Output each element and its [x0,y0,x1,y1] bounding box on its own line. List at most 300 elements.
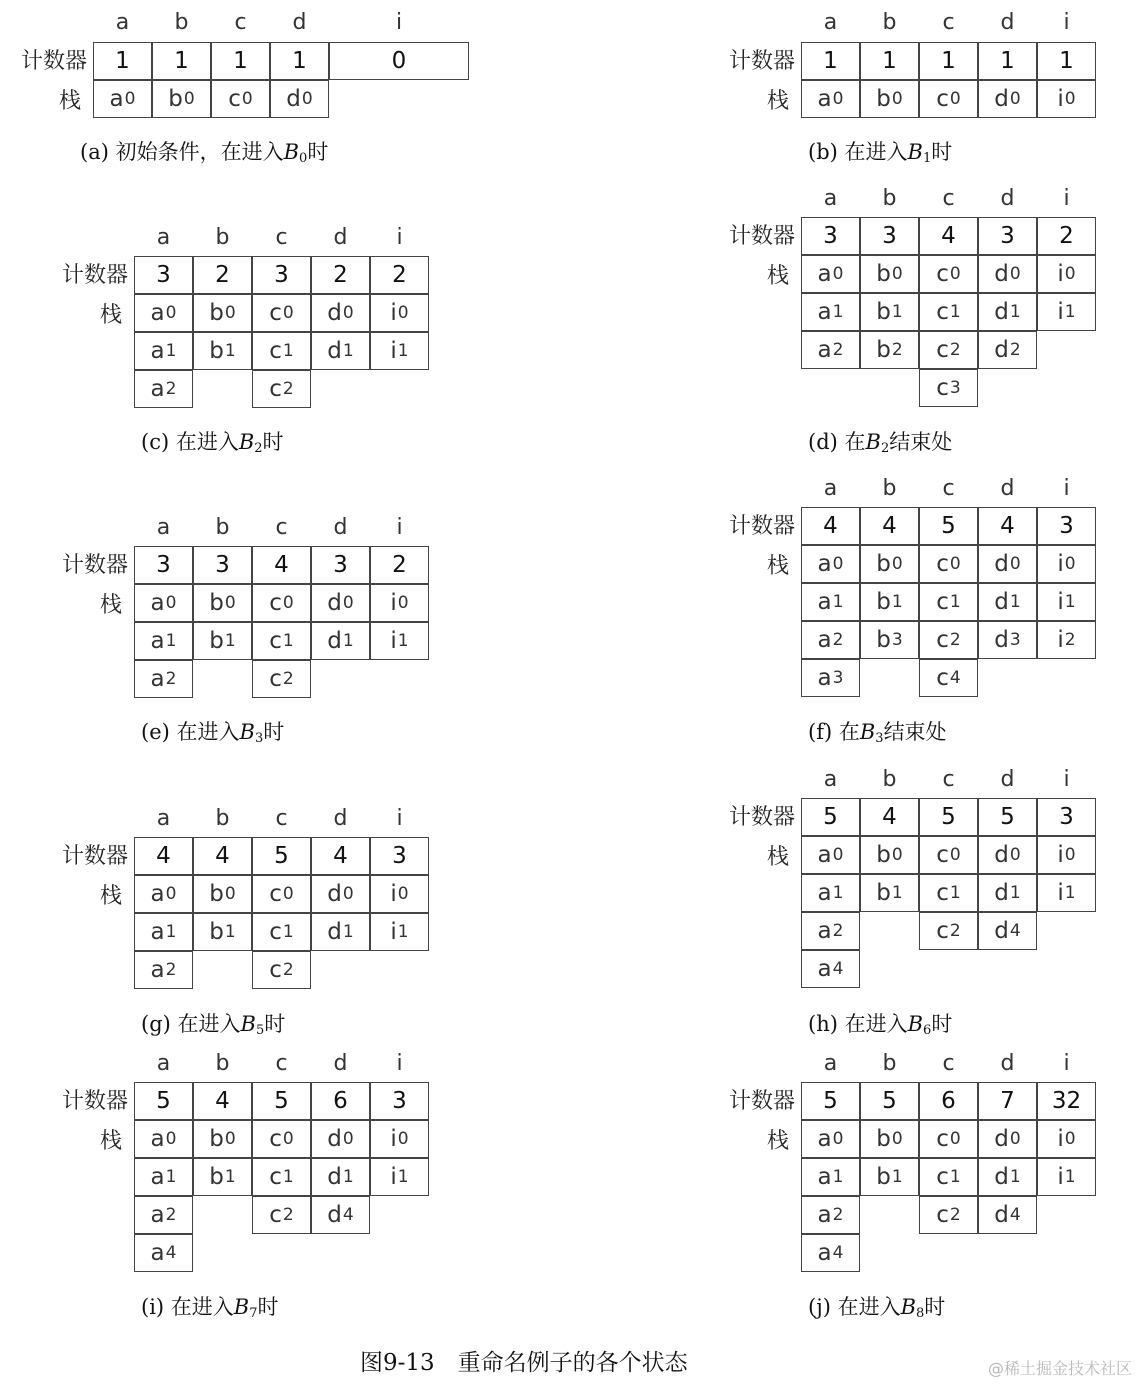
counter-cell-i: 1 [1037,42,1096,80]
caption-text-end: 时 [931,1012,953,1036]
counter-cell-a: 5 [801,798,860,836]
stack-var-name: c [269,957,283,983]
stack-cell-d0 [311,584,370,622]
stack-version-subscript: 0 [891,264,903,284]
column-header-d: d [1000,1051,1015,1076]
stack-cell-i1 [370,332,429,370]
stack-version-subscript: 1 [1064,883,1076,903]
stack-cell-a1 [134,1158,193,1196]
watermark: @稀土掘金技术社区 [987,1359,1132,1378]
stack-cell-c1 [252,332,311,370]
counter-cell-b: 2 [193,256,252,294]
stack-cell-c0 [252,875,311,913]
stack-version-subscript: 1 [342,922,354,942]
stack-version-subscript: 0 [1064,554,1076,574]
stack-var-name: d [994,918,1010,944]
caption-text: (c) 在进入 [141,430,239,454]
stack-cell-b0 [860,836,919,874]
stack-var-name: b [876,337,892,363]
stack-cell-a0 [801,545,860,583]
counter-cell-c: 4 [919,217,978,255]
column-header-c: c [942,767,955,792]
counter-cell-b: 5 [860,1082,919,1120]
stack-version-subscript: 4 [1009,1205,1021,1225]
counter-row-label: 计数器 [728,805,795,830]
stack-version-subscript: 1 [224,341,236,361]
stack-version-subscript: 0 [891,89,903,109]
stack-cell-d0 [978,80,1037,118]
stack-var-name: b [209,881,225,907]
counter-cell-a: 5 [801,1082,860,1120]
figure-caption: 图9-13 重命名例子的各个状态 [360,1350,688,1376]
stack-cell-a2 [134,951,193,989]
caption-text-end: 时 [262,430,284,454]
stack-cell-a0 [801,1120,860,1158]
stack-cell-c2 [252,660,311,698]
stack-version-subscript: 1 [224,631,236,651]
stack-row-label: 栈 [99,884,122,909]
panel-caption [141,1295,279,1326]
stack-cell-a2 [801,621,860,659]
stack-cell-d1 [311,1158,370,1196]
counter-cell-b: 1 [860,42,919,80]
counter-cell-d: 2 [311,256,370,294]
caption-block-subscript: 8 [916,1306,925,1321]
stack-cell-a0 [801,255,860,293]
stack-cell-b0 [860,255,919,293]
stack-version-subscript: 1 [832,883,844,903]
stack-version-subscript: 1 [224,922,236,942]
stack-version-subscript: 0 [397,303,409,323]
stack-cell-d1 [311,332,370,370]
column-header-a: a [823,1051,838,1076]
stack-var-name: d [994,1202,1010,1228]
stack-var-name: c [269,881,283,907]
caption-block-name: B [907,1012,924,1036]
stack-version-subscript: 0 [301,89,313,109]
caption-block-subscript: 6 [923,1023,932,1038]
stack-version-subscript: 4 [342,1205,354,1225]
column-header-i: i [396,806,403,831]
stack-version-subscript: 0 [891,554,903,574]
stack-cell-a2 [801,912,860,950]
stack-version-subscript: 0 [342,1129,354,1149]
stack-cell-c0 [211,80,270,118]
stack-var-name: c [269,300,283,326]
counter-cell-a: 4 [801,507,860,545]
column-header-i: i [1063,767,1070,792]
stack-version-subscript: 0 [165,303,177,323]
stack-version-subscript: 1 [891,592,903,612]
caption-block-name: B [859,720,876,744]
counter-cell-d: 3 [978,217,1037,255]
stack-var-name: c [936,1202,950,1228]
stack-version-subscript: 0 [1064,264,1076,284]
stack-version-subscript: 0 [832,554,844,574]
stack-version-subscript: 2 [891,340,903,360]
counter-cell-a: 4 [134,837,193,875]
caption-block-subscript: 2 [880,441,890,456]
counter-cell-i: 2 [1037,217,1096,255]
caption-text-end: 时 [931,140,953,164]
stack-version-subscript: 0 [224,1129,236,1149]
column-header-d: d [1000,767,1015,792]
counter-row-label: 计数器 [61,1089,128,1114]
stack-cell-i1 [1037,1158,1096,1196]
stack-cell-d0 [978,836,1037,874]
stack-var-name: i [390,1126,398,1152]
stack-row-label: 栈 [58,89,81,114]
column-header-b: b [215,225,230,250]
column-header-c: c [275,225,288,250]
stack-row-label: 栈 [99,1129,122,1154]
counter-row-label: 计数器 [728,49,795,74]
stack-var-name: i [390,628,398,654]
caption-block-subscript: 7 [249,1306,258,1321]
stack-var-name: c [269,1164,283,1190]
counter-cell-d: 1 [978,42,1037,80]
stack-version-subscript: 1 [1009,302,1021,322]
counter-cell-c: 5 [919,507,978,545]
stack-version-subscript: 0 [282,1129,294,1149]
stack-var-name: i [1057,842,1065,868]
counter-cell-c: 5 [252,837,311,875]
stack-var-name: b [876,261,892,287]
stack-version-subscript: 1 [165,631,177,651]
column-header-i: i [396,225,403,250]
column-header-c: c [234,10,247,35]
column-header-i: i [395,10,403,35]
stack-cell-c1 [252,1158,311,1196]
counter-cell-i: 3 [1037,507,1096,545]
stack-row-label: 栈 [766,845,789,870]
stack-var-name: d [994,1164,1010,1190]
stack-version-subscript: 0 [224,303,236,323]
stack-cell-b1 [860,293,919,331]
stack-version-subscript: 1 [949,592,961,612]
counter-row-label: 计数器 [728,224,795,249]
stack-cell-b2 [860,331,919,369]
stack-var-name: b [209,590,225,616]
stack-version-subscript: 1 [397,922,409,942]
stack-version-subscript: 1 [1009,883,1021,903]
counter-cell-c: 5 [919,798,978,836]
stack-cell-c1 [919,293,978,331]
stack-row-label: 栈 [766,264,789,289]
stack-version-subscript: 2 [949,921,961,941]
stack-version-subscript: 3 [949,378,961,398]
stack-var-name: c [936,1126,950,1152]
column-header-a: a [115,10,130,35]
counter-cell-a: 1 [93,42,152,80]
stack-version-subscript: 0 [282,303,294,323]
column-header-b: b [215,515,230,540]
counter-row-label: 计数器 [728,514,795,539]
stack-cell-a2 [134,660,193,698]
stack-var-name: c [269,1126,283,1152]
column-header-c: c [942,1051,955,1076]
column-header-i: i [396,1051,403,1076]
stack-var-name: b [209,1126,225,1152]
stack-var-name: c [269,628,283,654]
counter-row-label: 计数器 [728,1089,795,1114]
caption-text-end: 时 [924,1295,946,1319]
stack-version-subscript: 1 [282,922,294,942]
stack-var-name: a [817,299,833,325]
stack-cell-b0 [152,80,211,118]
caption-block-subscript: 5 [255,1023,265,1038]
stack-cell-d0 [270,80,329,118]
stack-version-subscript: 2 [1064,630,1076,650]
stack-var-name: a [109,86,125,112]
stack-var-name: a [817,589,833,615]
column-header-b: b [882,186,897,211]
stack-version-subscript: 4 [165,1243,177,1263]
stack-var-name: i [390,590,398,616]
column-header-a: a [823,10,838,35]
counter-cell-c: 6 [919,1082,978,1120]
stack-version-subscript: 0 [891,1129,903,1149]
stack-version-subscript: 2 [165,379,177,399]
stack-version-subscript: 0 [1009,845,1021,865]
stack-cell-b0 [193,294,252,332]
stack-version-subscript: 1 [832,1167,844,1187]
stack-var-name: a [150,1240,166,1266]
caption-block-subscript: 1 [922,151,932,166]
stack-cell-c3 [919,369,978,407]
stack-cell-d0 [311,294,370,332]
column-header-d: d [292,10,307,35]
column-header-b: b [882,767,897,792]
column-header-d: d [333,225,348,250]
counter-cell-d: 5 [978,798,1037,836]
panel-caption [808,140,952,171]
stack-var-name: a [817,1126,833,1152]
column-header-a: a [156,515,171,540]
counter-cell-b: 3 [193,546,252,584]
stack-cell-b1 [193,332,252,370]
stack-var-name: d [994,627,1010,653]
stack-version-subscript: 2 [282,669,294,689]
stack-var-name: c [936,299,950,325]
stack-version-subscript: 0 [282,593,294,613]
counter-cell-d: 6 [311,1082,370,1120]
stack-cell-c1 [919,583,978,621]
stack-version-subscript: 0 [949,264,961,284]
stack-version-subscript: 2 [165,669,177,689]
column-header-a: a [823,186,838,211]
stack-var-name: c [936,551,950,577]
stack-cell-b1 [193,913,252,951]
stack-cell-a3 [801,659,860,697]
counter-cell-a: 3 [801,217,860,255]
stack-version-subscript: 0 [1009,1129,1021,1149]
column-header-b: b [174,10,189,35]
stack-var-name: b [876,299,892,325]
counter-cell-b: 4 [860,798,919,836]
counter-cell-d: 7 [978,1082,1037,1120]
stack-var-name: b [168,86,184,112]
stack-cell-d1 [978,874,1037,912]
column-header-d: d [333,515,348,540]
column-header-i: i [1063,1051,1070,1076]
stack-var-name: a [817,1202,833,1228]
stack-version-subscript: 1 [891,883,903,903]
stack-var-name: d [327,1202,343,1228]
stack-cell-d1 [311,622,370,660]
stack-version-subscript: 1 [282,341,294,361]
stack-var-name: c [269,666,283,692]
column-header-b: b [882,1051,897,1076]
stack-version-subscript: 0 [124,89,136,109]
stack-var-name: d [327,628,343,654]
stack-var-name: b [876,842,892,868]
column-header-c: c [275,515,288,540]
caption-text-end: 时 [257,1295,279,1319]
column-header-b: b [882,10,897,35]
stack-version-subscript: 1 [397,341,409,361]
stack-version-subscript: 0 [1009,264,1021,284]
stack-cell-d1 [311,913,370,951]
stack-var-name: b [876,627,892,653]
stack-var-name: c [936,1164,950,1190]
stack-var-name: b [876,1126,892,1152]
stack-version-subscript: 1 [949,302,961,322]
stack-var-name: c [269,1202,283,1228]
stack-cell-b1 [860,874,919,912]
stack-cell-b0 [193,584,252,622]
stack-var-name: d [327,1126,343,1152]
stack-cell-c0 [252,584,311,622]
stack-var-name: b [209,1164,225,1190]
stack-cell-c2 [919,1196,978,1234]
stack-cell-b1 [193,1158,252,1196]
stack-cell-i0 [370,875,429,913]
stack-version-subscript: 0 [949,845,961,865]
caption-text-end: 时 [307,140,329,164]
stack-cell-d0 [311,1120,370,1158]
stack-version-subscript: 0 [949,1129,961,1149]
stack-cell-c2 [919,331,978,369]
stack-var-name: c [228,86,242,112]
stack-row-label: 栈 [766,1129,789,1154]
stack-cell-i1 [1037,874,1096,912]
stack-var-name: a [817,337,833,363]
stack-var-name: b [209,919,225,945]
stack-cell-a1 [801,583,860,621]
stack-var-name: b [876,551,892,577]
counter-cell-c: 3 [252,256,311,294]
stack-version-subscript: 0 [165,884,177,904]
stack-version-subscript: 1 [1009,1167,1021,1187]
counter-cell-c: 1 [919,42,978,80]
stack-cell-i1 [1037,583,1096,621]
stack-cell-d4 [311,1196,370,1234]
stack-version-subscript: 2 [949,1205,961,1225]
stack-version-subscript: 1 [397,1167,409,1187]
stack-cell-i0 [370,1120,429,1158]
counter-cell-i: 3 [370,1082,429,1120]
stack-cell-b1 [860,583,919,621]
counter-cell-b: 3 [860,217,919,255]
column-header-c: c [942,476,955,501]
stack-version-subscript: 0 [397,1129,409,1149]
counter-cell-c: 5 [252,1082,311,1120]
caption-text-end: 结束处 [883,720,947,744]
stack-var-name: a [150,590,166,616]
stack-cell-i0 [370,294,429,332]
caption-block-subscript: 0 [299,151,308,166]
stack-var-name: i [390,881,398,907]
counter-cell-b: 4 [193,837,252,875]
caption-block-name: B [907,140,923,164]
panel-caption [808,720,947,751]
caption-block-name: B [240,1012,256,1036]
stack-cell-i0 [1037,80,1096,118]
stack-var-name: i [390,338,398,364]
stack-cell-c0 [252,1120,311,1158]
counter-cell-i: 0 [329,42,469,80]
column-header-d: d [333,806,348,831]
stack-version-subscript: 1 [1009,592,1021,612]
stack-cell-c2 [919,621,978,659]
stack-var-name: a [150,881,166,907]
stack-version-subscript: 4 [949,668,961,688]
stack-cell-b0 [860,1120,919,1158]
stack-cell-a0 [134,875,193,913]
counter-cell-a: 1 [801,42,860,80]
stack-var-name: d [327,1164,343,1190]
stack-cell-b0 [860,80,919,118]
stack-cell-c0 [919,255,978,293]
stack-var-name: c [936,261,950,287]
stack-cell-a0 [93,80,152,118]
stack-var-name: d [994,261,1010,287]
column-header-c: c [942,10,955,35]
stack-cell-d1 [978,1158,1037,1196]
column-header-a: a [156,1051,171,1076]
stack-var-name: c [269,590,283,616]
stack-var-name: i [390,919,398,945]
stack-var-name: i [1057,86,1065,112]
counter-cell-i: 2 [370,256,429,294]
stack-var-name: d [994,842,1010,868]
stack-var-name: b [876,880,892,906]
stack-cell-i2 [1037,621,1096,659]
counter-cell-d: 1 [270,42,329,80]
stack-version-subscript: 0 [342,884,354,904]
stack-cell-d0 [978,1120,1037,1158]
stack-cell-d0 [978,255,1037,293]
stack-version-subscript: 1 [342,631,354,651]
stack-cell-a1 [801,293,860,331]
stack-version-subscript: 0 [165,593,177,613]
stack-cell-a0 [134,1120,193,1158]
stack-cell-a0 [801,80,860,118]
stack-var-name: a [150,919,166,945]
stack-var-name: b [876,1164,892,1190]
stack-version-subscript: 2 [949,340,961,360]
stack-var-name: c [936,589,950,615]
stack-version-subscript: 1 [832,302,844,322]
stack-var-name: a [150,666,166,692]
stack-var-name: a [817,627,833,653]
stack-var-name: a [150,1202,166,1228]
stack-var-name: c [269,338,283,364]
counter-cell-i: 3 [1037,798,1096,836]
caption-block-subscript: 2 [254,441,263,456]
counter-cell-c: 1 [211,42,270,80]
